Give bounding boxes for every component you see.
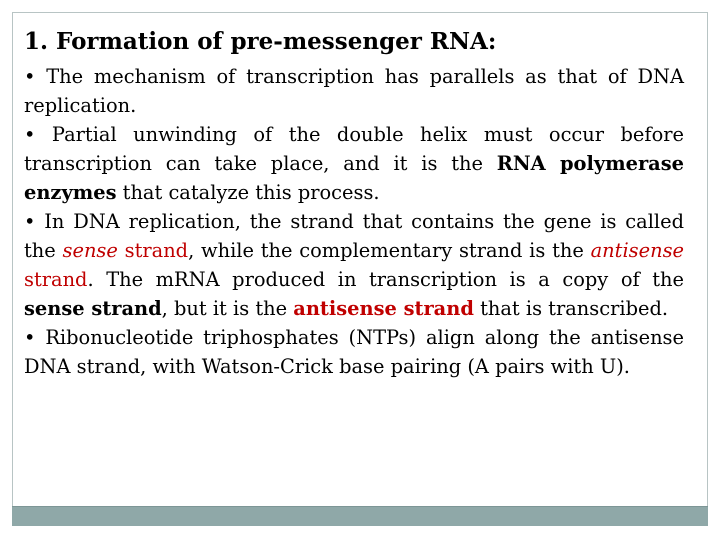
bullet-3-text-5: that is transcribed.	[473, 297, 669, 320]
bullet-3	[24, 207, 684, 323]
bullet-2-text-end: that catalyze this process.	[116, 181, 380, 204]
bullet-1: • The mechanism of transcription has parallels as that of DNA replication.	[24, 65, 684, 117]
slide-title: 1. Formation of pre-messenger RNA:	[24, 28, 497, 55]
bullet-3-text-3: . The mRNA produced in transcription is a copy of the	[87, 268, 684, 291]
antisense-term-italic: antisense	[590, 239, 684, 262]
sense-term-rest: strand	[117, 239, 189, 262]
bullet-3-text-1: • In DNA replication, the strand that contains the gene is called the	[24, 210, 684, 262]
bullet-3-text-4: , but it is the	[161, 297, 294, 320]
sense-term-italic: sense	[62, 239, 118, 262]
slide-body	[24, 62, 684, 381]
bullet-2	[24, 120, 684, 207]
bullet-3-text-2: , while the complementary strand is the	[188, 239, 591, 262]
bullet-2-text-start: • Partial unwinding of the double helix must occur before transcription can take place, and it is the	[24, 123, 684, 175]
rna-polymerase-term: RNA polymerase enzymes	[24, 152, 684, 204]
slide-footer-bar	[12, 506, 708, 526]
sense-strand-bold: sense strand	[24, 297, 162, 320]
bullet-4: • Ribonucleotide triphosphates (NTPs) align along the antisense DNA strand, with Watson-Crick base pairing (A pairs with U).	[24, 326, 684, 378]
antisense-strand-bold: antisense strand	[293, 297, 474, 320]
antisense-term-rest: strand	[24, 268, 88, 291]
